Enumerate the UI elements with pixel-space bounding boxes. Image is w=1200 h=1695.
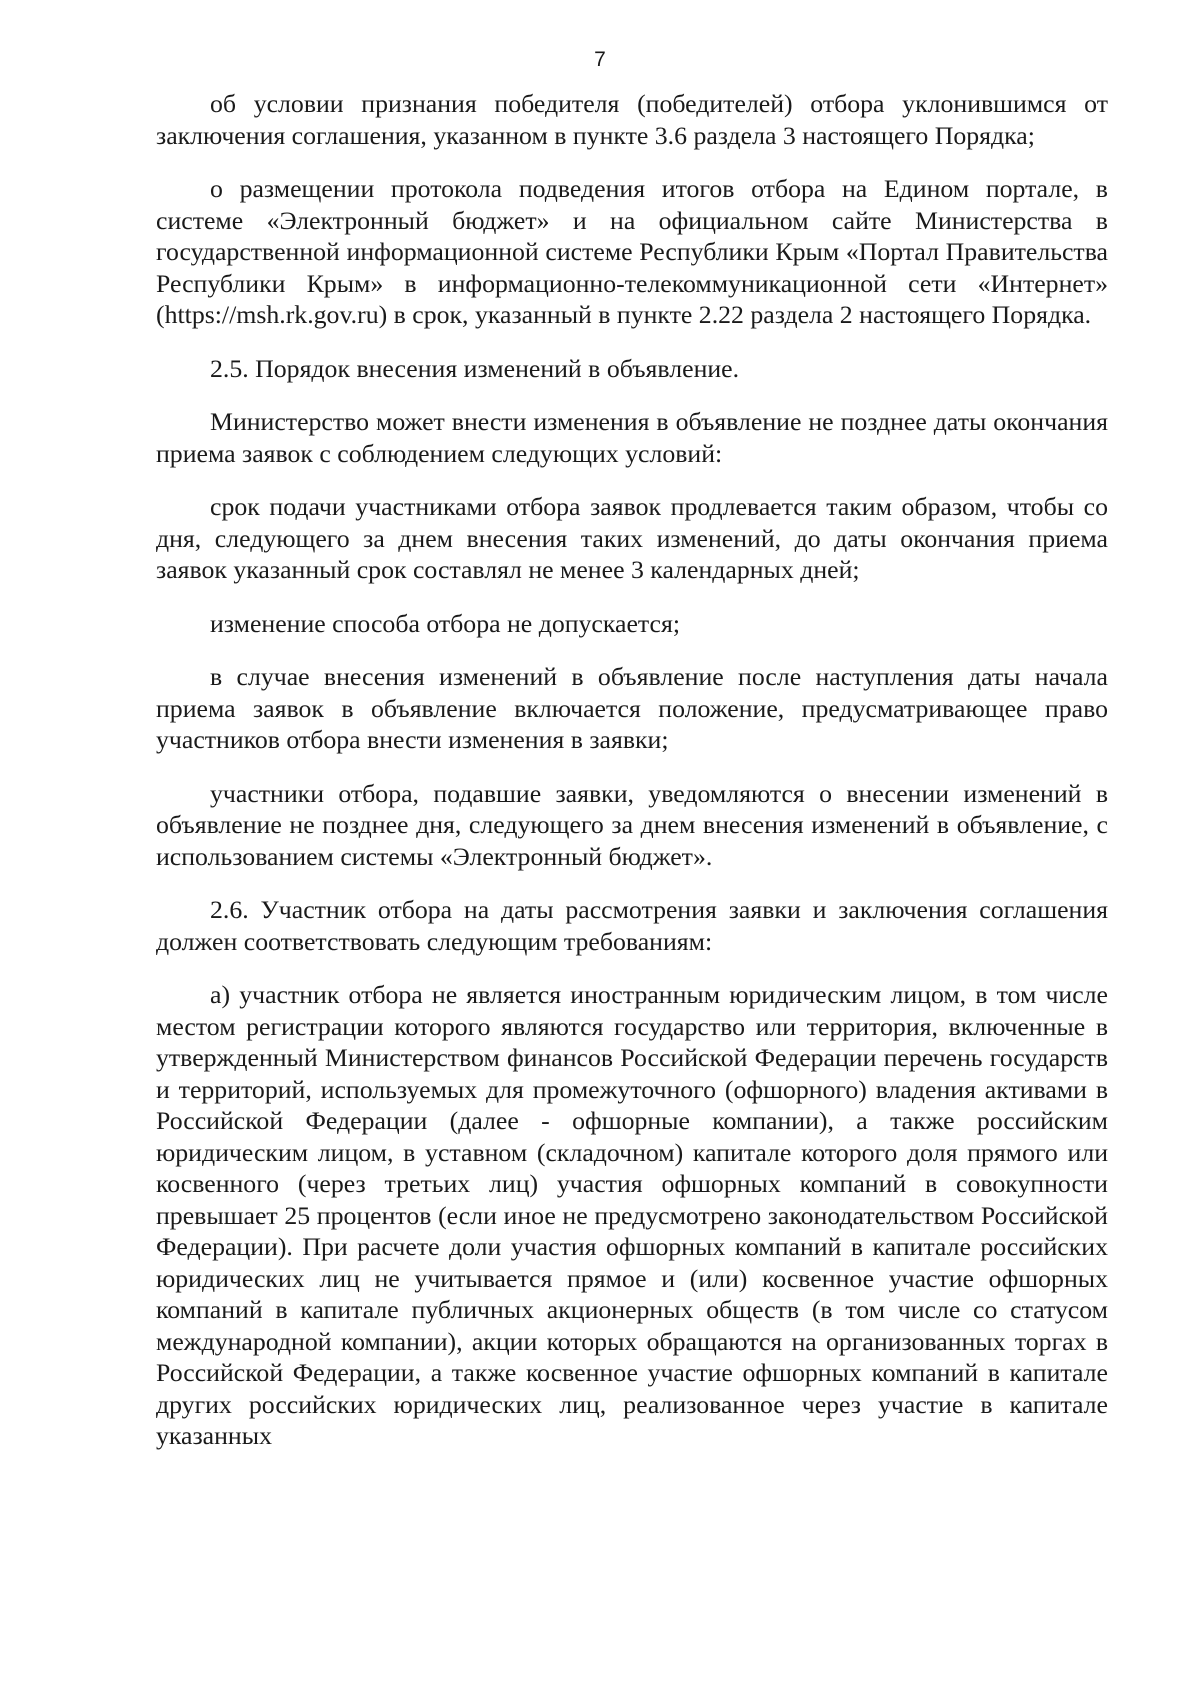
paragraph-ministry-changes: Министерство может внести изменения в объявление не позднее даты окончания приема заявок с соблюдением следующих условий: — [156, 407, 1108, 468]
paragraph-method-unchanged: изменение способа отбора не допускается; — [210, 608, 680, 638]
paragraph-application-changes: в случае внесения изменений в объявление после наступления даты начала приема заявок в объявление включается положение, предусматривающее право участников отбора внести изменения в заявки; — [156, 662, 1108, 754]
paragraph-protocol-placement: о размещении протокола подведения итогов отбора на Едином портале, в системе «Электронный бюджет» и на официальном сайте Министерства в государственной информационной системе Республики Крым «Портал Правительства Республики Крым» в информационно-телекоммуникационной сети «Интернет» (https://msh.rk.gov.ru) в срок, указанный в пункте 2.22 раздела 2 настоящего Порядка. — [156, 174, 1108, 329]
section-heading-2-5: 2.5. Порядок внесения изменений в объявление. — [210, 353, 740, 383]
paragraph-deadline-extension: срок подачи участниками отбора заявок продлевается таким образом, чтобы со дня, следующего за днем внесения таких изменений, до даты окончания приема заявок указанный срок составлял не менее 3 календарных дней; — [156, 492, 1108, 584]
document-body — [156, 88, 1108, 1474]
paragraph-participants-notified: участники отбора, подавшие заявки, уведомляются о внесении изменений в объявление не позднее дня, следующего за днем внесения изменений в объявление, с использованием системы «Электронный бюджет». — [156, 778, 1108, 871]
page-number: 7 — [594, 48, 606, 71]
paragraph-requirement-a: а) участник отбора не является иностранным юридическим лицом, в том числе местом регистрации которого являются государство или территория, включенные в утвержденный Министерством финансов Российской Федерации перечень государств и территорий, используемых для промежуточного (офшорного) владения активами в Российской Федерации (далее - офшорные компании), а также российским юридическим лицом, в уставном (складочном) капитале которого доля прямого или косвенного (через третьих лиц) участия офшорных компаний в совокупности превышает 25 процентов (если иное не предусмотрено законодательством Российской Федерации). При расчете доли участия офшорных компаний в капитале российских юридических лиц не учитывается прямое и (или) косвенное участие офшорных компаний в капитале публичных акционерных обществ (в том числе со статусом международной компании), акции которых обращаются на организованных торгах в Российской Федерации, а также косвенное участие офшорных компаний в капитале других российских юридических лиц, реализованное через участие в капитале указанных — [156, 980, 1108, 1450]
section-heading-2-6: 2.6. Участник отбора на даты рассмотрения заявки и заключения соглашения должен соответствовать следующим требованиям: — [156, 895, 1108, 956]
paragraph-winner-evasion: об условии признания победителя (победителей) отбора уклонившимся от заключения соглашения, указанном в пункте 3.6 раздела 3 настоящего Порядка; — [156, 89, 1108, 150]
